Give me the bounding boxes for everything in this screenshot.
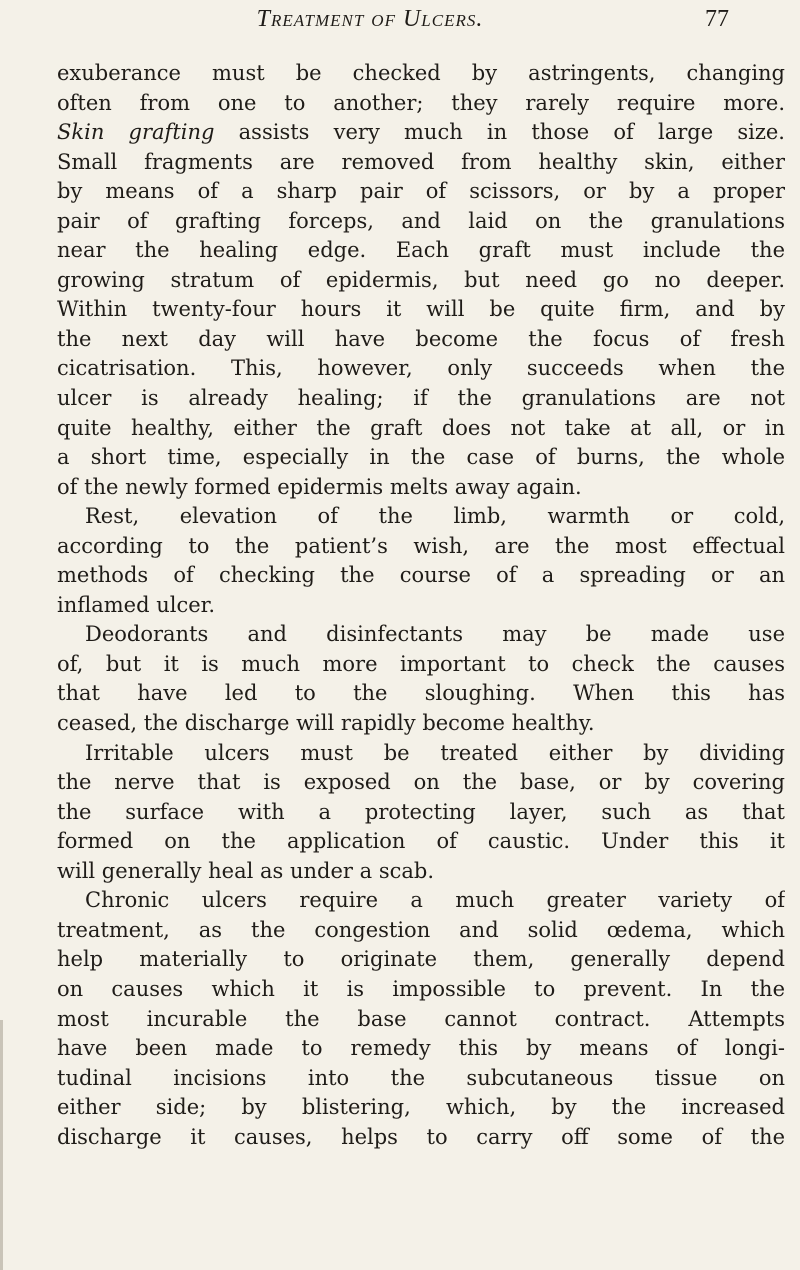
italic-term: Skin grafting — [57, 120, 215, 145]
line-text: Small fragments are removed from healthy skin, either — [57, 149, 785, 174]
line-text: assists very much in those of large size. — [214, 120, 785, 145]
text-line — [57, 177, 785, 207]
line-text: either side; by blistering, which, by the increased — [57, 1095, 785, 1120]
text-line — [57, 1034, 785, 1064]
text-line — [57, 945, 785, 975]
line-text: inflamed ulcer. — [57, 592, 216, 617]
text-line — [57, 739, 785, 769]
scan-edge-mark — [0, 1020, 3, 1270]
line-text: that have led to the sloughing. When this has — [57, 681, 785, 706]
line-text: quite healthy, either the graft does not take at all, or in — [57, 415, 785, 440]
text-line — [57, 1123, 785, 1153]
text-line — [57, 118, 785, 148]
text-line — [57, 266, 785, 296]
text-line — [57, 207, 785, 237]
text-line — [57, 561, 785, 591]
text-line — [57, 384, 785, 414]
line-text: will generally heal as under a scab. — [57, 858, 434, 883]
line-text: growing stratum of epidermis, but need go no deeper. — [57, 267, 785, 292]
line-text: methods of checking the course of a spreading or an — [57, 563, 785, 588]
text-line — [57, 443, 785, 473]
line-text: a short time, especially in the case of burns, the whole — [57, 445, 785, 470]
line-text: discharge it causes, helps to carry off some of the — [57, 1124, 785, 1149]
line-text: help materially to originate them, generally depend — [57, 947, 785, 972]
text-line — [57, 295, 785, 325]
text-line — [57, 916, 785, 946]
text-line — [57, 354, 785, 384]
text-line — [57, 886, 785, 916]
line-text: by means of a sharp pair of scissors, or by a proper — [57, 179, 785, 204]
text-line — [57, 768, 785, 798]
line-text: tudinal incisions into the subcutaneous tissue on — [57, 1065, 785, 1090]
text-line — [57, 650, 785, 680]
line-text: pair of grafting forceps, and laid on the granulations — [57, 208, 785, 233]
text-line — [57, 620, 785, 650]
line-text: most incurable the base cannot contract. Attempts — [57, 1006, 785, 1031]
text-line — [57, 59, 785, 89]
line-text: of, but it is much more important to check the causes — [57, 651, 785, 676]
text-line — [57, 591, 785, 621]
line-text: often from one to another; they rarely require more. — [57, 90, 785, 115]
page-number: 77 — [705, 6, 729, 32]
line-text: ulcer is already healing; if the granulations are not — [57, 386, 785, 411]
text-line — [57, 1064, 785, 1094]
text-line — [57, 975, 785, 1005]
line-text: have been made to remedy this by means of longi- — [57, 1036, 785, 1061]
line-text: of the newly formed epidermis melts away again. — [57, 474, 582, 499]
line-text: Within twenty-four hours it will be quite firm, and by — [57, 297, 785, 322]
text-line — [57, 414, 785, 444]
text-line — [57, 325, 785, 355]
text-line — [57, 473, 785, 503]
line-text: Irritable ulcers must be treated either by dividing — [85, 740, 785, 765]
line-text: formed on the application of caustic. Under this it — [57, 829, 785, 854]
line-text: cicatrisation. This, however, only succeeds when the — [57, 356, 785, 381]
text-line — [57, 679, 785, 709]
text-line — [57, 502, 785, 532]
text-line — [57, 827, 785, 857]
line-text: the next day will have become the focus of fresh — [57, 326, 785, 351]
line-text: the surface with a protecting layer, such as that — [57, 799, 785, 824]
text-line — [57, 148, 785, 178]
running-head: Treatment of Ulcers. — [256, 6, 484, 32]
text-line — [57, 857, 785, 887]
text-line — [57, 798, 785, 828]
line-text: exuberance must be checked by astringents, changing — [57, 61, 785, 85]
line-text: Rest, elevation of the limb, warmth or cold, — [85, 504, 785, 529]
text-line — [57, 1005, 785, 1035]
line-text: on causes which it is impossible to prevent. In the — [57, 976, 785, 1001]
text-line — [57, 89, 785, 119]
page-header — [0, 6, 800, 42]
text-line — [57, 236, 785, 266]
line-text: ceased, the discharge will rapidly become healthy. — [57, 711, 595, 736]
line-text: near the healing edge. Each graft must include the — [57, 238, 785, 263]
line-text: treatment, as the congestion and solid œdema, which — [57, 917, 785, 942]
text-line — [57, 709, 785, 739]
line-text: the nerve that is exposed on the base, or by covering — [57, 770, 785, 795]
body-text — [57, 59, 785, 1152]
text-line — [57, 532, 785, 562]
text-line — [57, 1093, 785, 1123]
line-text: Deodorants and disinfectants may be made use — [85, 622, 785, 647]
line-text: according to the patient’s wish, are the most effectual — [57, 533, 785, 558]
line-text: Chronic ulcers require a much greater variety of — [85, 888, 785, 913]
